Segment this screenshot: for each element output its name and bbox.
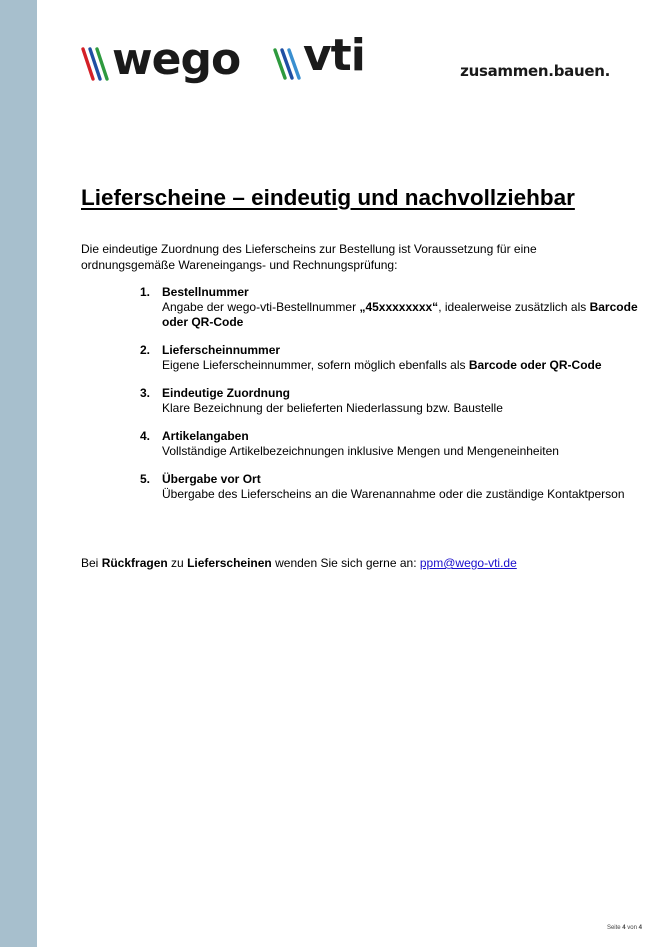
email-link[interactable]: ppm@wego-vti.de bbox=[419, 556, 517, 570]
vti-stripes-icon bbox=[273, 40, 303, 80]
item-text: Übergabe des Lieferscheins an die Warenannahme oder die zuständige Kontaktperson bbox=[162, 487, 625, 501]
side-band bbox=[0, 0, 37, 947]
item-text: , idealerweise zusätzlich als bbox=[438, 300, 590, 314]
slogan: zusammen.bauen. bbox=[460, 62, 610, 80]
vti-logo-text: vti bbox=[303, 30, 365, 81]
footer-total: 4 bbox=[638, 925, 642, 931]
contact-line bbox=[81, 556, 517, 570]
list-item bbox=[140, 386, 640, 416]
item-title: Bestellnummer bbox=[162, 285, 249, 299]
item-text: Klare Bezeichnung der belieferten Niederlassung bzw. Baustelle bbox=[162, 401, 503, 415]
footer-page: 4 bbox=[622, 925, 626, 931]
list-item bbox=[140, 343, 640, 373]
item-number: 1. bbox=[140, 285, 151, 299]
contact-text: zu bbox=[167, 556, 188, 570]
requirements-list bbox=[140, 285, 640, 515]
item-emphasis: „45xxxxxxxx“ bbox=[359, 300, 439, 314]
vti-logo bbox=[273, 30, 365, 81]
item-number: 4. bbox=[140, 429, 151, 443]
intro-paragraph: Die eindeutige Zuordnung des Lieferscheins zur Bestellung ist Voraussetzung für eine ordnungsgemäße Wareneingangs- und Rechnungsprüfung: bbox=[81, 242, 537, 272]
item-emphasis: Barcode oder QR-Code bbox=[468, 358, 602, 372]
item-body bbox=[162, 285, 640, 330]
item-number: 2. bbox=[140, 343, 151, 357]
contact-text: wenden Sie sich gerne an: bbox=[271, 556, 420, 570]
wego-stripes-icon bbox=[81, 45, 111, 81]
footer-of: von bbox=[625, 925, 639, 931]
item-emphasis: Barcode oder QR-Code bbox=[162, 300, 638, 329]
contact-emphasis: Rückfragen bbox=[101, 556, 168, 570]
item-body bbox=[162, 429, 640, 459]
item-number: 3. bbox=[140, 386, 151, 400]
list-item bbox=[140, 285, 640, 330]
footer-label: Seite bbox=[606, 925, 623, 931]
item-number: 5. bbox=[140, 472, 151, 486]
wego-logo-text: wego bbox=[112, 34, 241, 85]
page-title: Lieferscheine – eindeutig und nachvollziehbar bbox=[81, 185, 575, 210]
item-text: Eigene Lieferscheinnummer, sofern möglich ebenfalls als bbox=[162, 358, 469, 372]
item-body bbox=[162, 386, 640, 416]
item-text: Vollständige Artikelbezeichnungen inklusive Mengen und Mengeneinheiten bbox=[162, 444, 559, 458]
page-footer bbox=[607, 925, 642, 931]
contact-emphasis: Lieferscheinen bbox=[187, 556, 272, 570]
item-title: Artikelangaben bbox=[162, 429, 249, 443]
item-title: Übergabe vor Ort bbox=[162, 472, 261, 486]
item-body bbox=[162, 343, 640, 373]
list-item bbox=[140, 429, 640, 459]
item-title: Eindeutige Zuordnung bbox=[162, 386, 290, 400]
item-body bbox=[162, 472, 640, 502]
list-item bbox=[140, 472, 640, 502]
item-title: Lieferscheinnummer bbox=[162, 343, 281, 357]
contact-text: Bei bbox=[81, 556, 102, 570]
item-text: Angabe der wego-vti-Bestellnummer bbox=[162, 300, 360, 314]
wego-logo bbox=[81, 34, 241, 85]
